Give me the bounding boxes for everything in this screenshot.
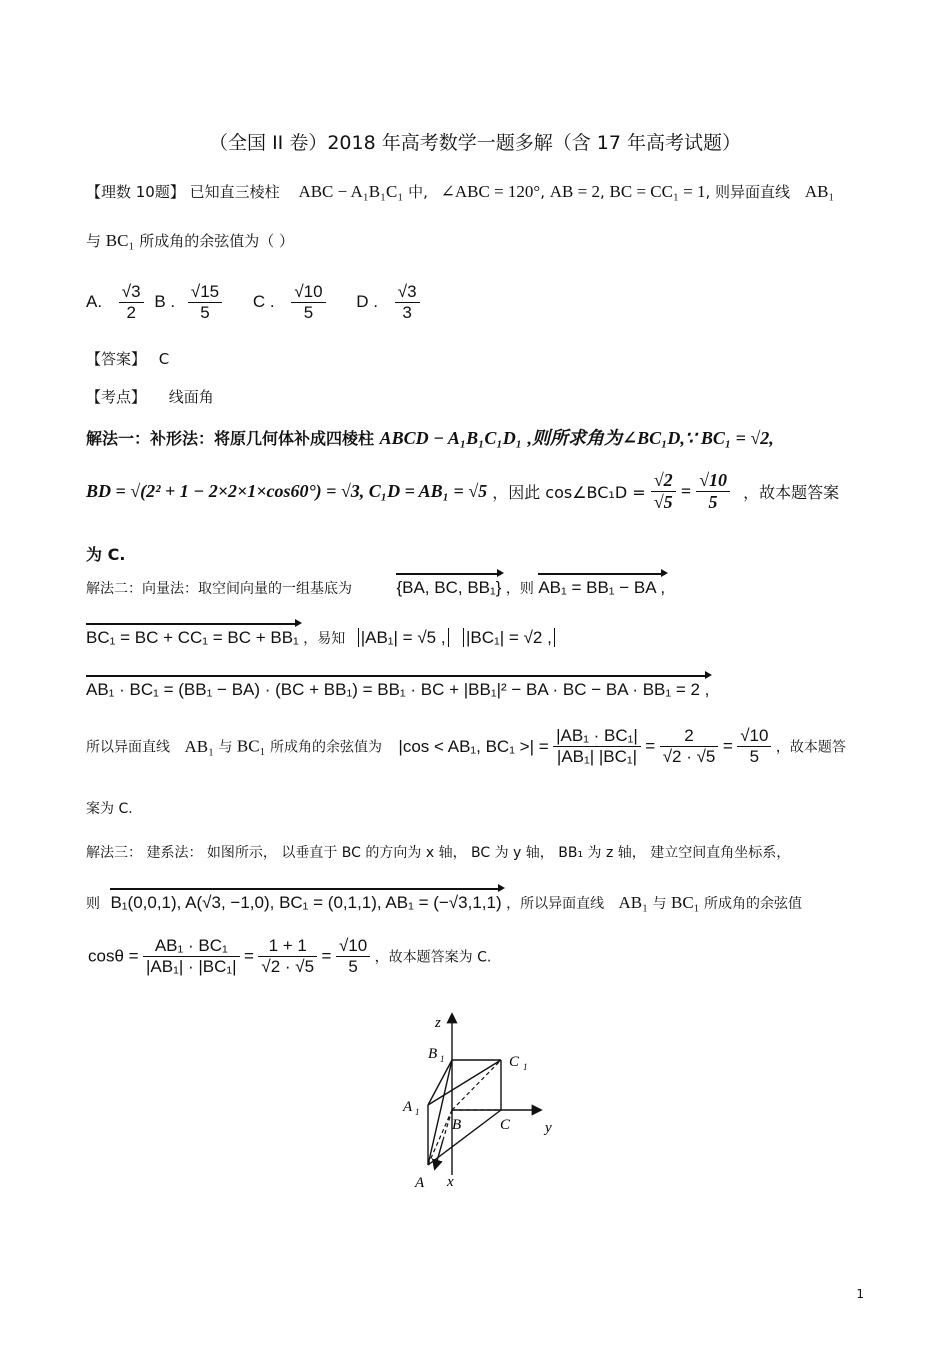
method2-easy: ，易知 [303, 631, 346, 647]
method2-frac1-num: |AB₁ · BC₁| [553, 726, 641, 747]
method3-yu: 与 [652, 896, 667, 912]
method1-frac2-num: √10 [696, 470, 730, 492]
line-ab1: AB₁ [804, 182, 835, 201]
method2-line-ab1: AB₁ [184, 736, 214, 756]
method2-frac3-num: √10 [737, 726, 771, 747]
label-c: C [500, 1117, 511, 1133]
option-c-value [291, 282, 325, 323]
method2-basis: {BA, BC, BB₁} [396, 578, 502, 597]
label-b1: B [428, 1046, 438, 1062]
method2-cos-text: 所成角的余弦值为 [269, 739, 382, 756]
label-a: A [415, 1175, 425, 1191]
method2-line4 [86, 726, 846, 767]
method3-frac2 [258, 936, 317, 977]
edge-a1c1 [428, 1060, 501, 1105]
prism-figure [395, 1005, 565, 1195]
problem-stem-line1: 【理数 10题】 已知直三棱柱 ABC − A₁B₁C₁ 中, ∠ABC = 120°, AB = 2, BC = CC₁ = 1, 则异面直线 AB₁ [86, 182, 835, 201]
method3-frac1-num: AB₁ · BC₁ [143, 936, 240, 957]
method3-frac3-den: 5 [348, 957, 358, 976]
label-a1: A [403, 1099, 413, 1115]
method1-frac1-den: √5 [653, 492, 673, 512]
method3-cos-text: 所成角的余弦值 [704, 896, 803, 912]
method3-line-ab1: AB₁ [618, 893, 649, 912]
method3-coords: B₁(0,0,1), A(√3, −1,0), BC₁ = (0,1,1), AB₁ = (−√3,1,1) [110, 893, 502, 912]
method2-eq1: = [645, 736, 656, 756]
method3-line1: 解法三： 建系法： 如图所示， 以垂直于 BC 的方向为 x 轴， BC 为 y 轴， BB₁ 为 z 轴， 建立空间直角坐标系， [86, 845, 791, 861]
method2-frac2-den: √2 · √5 [662, 747, 716, 766]
stem-ask1: , 则异面直线 [705, 183, 791, 201]
method2-bc1-norm: |BC₁| = √2 , [463, 628, 555, 647]
method1-frac2 [696, 470, 730, 513]
method3-frac3-num: √10 [336, 936, 370, 957]
method1-frac1 [651, 470, 676, 513]
method2-so: 所以异面直线 [86, 739, 170, 756]
options-row [86, 282, 420, 323]
line-bc1: BC₁ [105, 231, 135, 250]
method2-frac1-den: |AB₁| |BC₁| [556, 747, 638, 766]
option-d-den: 3 [402, 303, 412, 322]
method2-conclusion: ，故本题答 [775, 739, 846, 756]
method1-intro: 解法一：补形法：将原几何体补成四棱柱 [86, 429, 375, 448]
method2-bc1-expr: BC₁ = BC + CC₁ = BC + BB₁ [86, 628, 299, 647]
kaodian-label: 【考点】 [86, 388, 147, 406]
label-a1-sub: 1 [415, 1107, 420, 1117]
method3-frac3 [336, 936, 370, 977]
option-b-value [188, 282, 222, 323]
option-d-label: D . [356, 291, 379, 311]
method3-line3 [88, 936, 491, 977]
option-b-label: B . [154, 291, 176, 311]
kaodian-row [86, 386, 214, 407]
method2-line5: 案为 C. [86, 801, 133, 817]
method2-frac3 [737, 726, 771, 767]
label-b: B [452, 1117, 462, 1133]
method3-frac2-num: 1 + 1 [258, 936, 317, 957]
method3-frac1-den: |AB₁| · |BC₁| [146, 957, 237, 976]
method2-yu: 与 [218, 739, 233, 756]
method3-conclusion: ，故本题答案为 C. [374, 949, 492, 966]
option-d-value [395, 282, 420, 323]
method3-then: 则 [86, 896, 100, 912]
method2-intro: 解法二：向量法：取空间向量的一组基底为 [86, 581, 352, 597]
page-number: 1 [856, 1287, 864, 1301]
label-b1-sub: 1 [440, 1054, 445, 1064]
option-b-den: 5 [200, 303, 210, 322]
option-d-num: √3 [395, 282, 420, 303]
problem-stem-text: 已知直三棱柱 [189, 183, 280, 201]
method1-line2 [86, 470, 839, 513]
method1-bd: BD = √(2² + 1 − 2×2×1×cos60°) = √3, C₁D = AB₁ = √5 [86, 481, 488, 501]
label-x: x [447, 1174, 454, 1190]
method3-eq1: = [244, 946, 254, 966]
answer-row [86, 348, 169, 369]
method1-frac2-den: 5 [708, 492, 718, 512]
method2-frac2 [660, 726, 719, 767]
method2-line-bc1: BC₁ [236, 736, 266, 756]
problem-stem-line2 [86, 230, 294, 251]
x-axis-hidden [443, 1110, 452, 1140]
method3-frac1 [143, 936, 240, 977]
label-z: z [435, 1015, 441, 1031]
method1-angle: ,则所求角为∠BC₁D,∵ BC₁ = √2, [527, 428, 774, 448]
condition-ab: AB = 2 [549, 182, 600, 201]
option-c-num: √10 [291, 282, 325, 303]
option-a-label: A. [86, 291, 103, 311]
method3-eq2: = [321, 946, 332, 966]
method2-frac2-num: 2 [660, 726, 719, 747]
option-c-label: C . [252, 291, 275, 311]
method2-eq2: = [722, 736, 733, 756]
method1-conclusion: ，故本题答案 [743, 483, 840, 502]
option-a-value [119, 282, 144, 323]
answer-label: 【答案】 [86, 350, 147, 368]
method2-then: ，则 [505, 581, 534, 597]
stem-yu: 与 [86, 232, 102, 250]
prism-name: ABC − A₁B₁C₁ [298, 182, 404, 201]
method3-cos-theta: cosθ = [88, 946, 139, 966]
stem-ask2: 所成角的余弦值为（ ） [139, 232, 294, 250]
condition-bc: BC = CC₁ = 1 [609, 182, 706, 201]
method3-line2 [86, 893, 802, 913]
problem-tag: 【理数 10题】 [86, 183, 185, 201]
method2-frac3-den: 5 [749, 747, 760, 766]
method3-line-bc1: BC₁ [670, 893, 700, 912]
method2-line2 [86, 628, 555, 648]
method3-so: ，所以异面直线 [506, 896, 605, 912]
option-a-num: √3 [119, 282, 144, 303]
method1-eq: = [680, 481, 691, 501]
stem-zhong: 中, [408, 183, 428, 201]
label-y: y [545, 1120, 552, 1136]
method2-line1 [86, 578, 665, 598]
method2-ab1-expr: AB₁ = BB₁ − BA , [538, 578, 666, 597]
method2-frac1 [553, 726, 641, 767]
label-c1-sub: 1 [523, 1062, 528, 1072]
condition-angle: ∠ABC = 120° [440, 182, 541, 201]
kaodian-value: 线面角 [168, 388, 214, 406]
method2-dot-product: AB₁ · BC₁ = (BB₁ − BA) · (BC + BB₁) = BB₁ · BC + |BB₁|² − BA · BC − BA · BB₁ = 2 , [86, 680, 710, 699]
method2-line3 [86, 680, 709, 700]
method1-line3: 为 C. [86, 545, 126, 564]
option-b-num: √15 [188, 282, 222, 303]
page-title: （全国 II 卷）2018 年高考数学一题多解（含 17 年高考试题） [209, 132, 741, 154]
method1-frac1-num: √2 [651, 470, 676, 492]
option-a-den: 2 [126, 303, 136, 322]
answer-value: C [158, 350, 170, 368]
method1-line1 [86, 424, 774, 450]
method2-cos-expr: |cos < AB₁, BC₁ >| = [398, 736, 549, 756]
method1-prism: ABCD − A₁B₁C₁D₁ [379, 428, 522, 448]
method2-ab1-norm: |AB₁| = √5 , [358, 628, 449, 647]
label-c1: C [509, 1054, 520, 1070]
option-c-den: 5 [303, 303, 314, 322]
method1-cos-text: ，因此 cos∠BC₁D = [492, 483, 646, 502]
method3-frac2-den: √2 · √5 [261, 957, 315, 976]
